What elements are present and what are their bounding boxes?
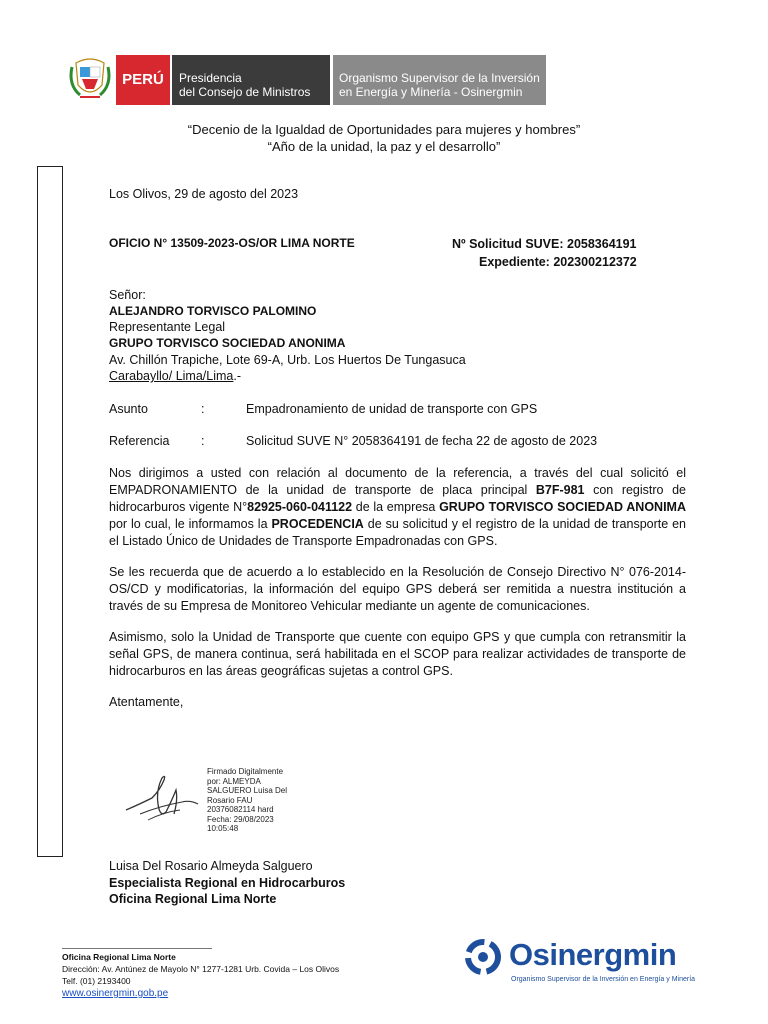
asunto-label: Asunto xyxy=(109,402,148,416)
recipient-city-suffix: .- xyxy=(233,369,241,383)
footer-office: Oficina Regional Lima Norte xyxy=(62,952,176,962)
signer-title: Especialista Regional en Hidrocarburos xyxy=(109,876,346,890)
recipient-city-line xyxy=(109,368,241,385)
osinergmin-wordmark: Osinergmin xyxy=(509,937,677,972)
sig-line: Firmado Digitalmente xyxy=(207,767,284,776)
p1-text-i: de su solicitud y el registro de la unidad de transporte en el Listado Único de Unidades de Transporte Empadronadas con GPS. xyxy=(109,517,686,548)
pcm-block xyxy=(172,55,330,105)
p1-text-c: con registro de hidrocarburos vigente N° xyxy=(109,483,686,514)
recipient-address: Av. Chillón Trapiche, Lote 69-A, Urb. Los Huertos De Tungasuca xyxy=(109,353,466,367)
left-frame xyxy=(37,166,63,857)
recipient-role: Representante Legal xyxy=(109,320,226,334)
closing: Atentamente, xyxy=(109,695,184,709)
website-link[interactable]: www.osinergmin.gob.pe xyxy=(62,988,169,999)
sig-line: SALGUERO Luisa Del xyxy=(207,786,288,795)
p1-procedencia: PROCEDENCIA xyxy=(271,517,364,531)
sig-line: por: ALMEYDA xyxy=(207,776,261,786)
digital-signature-block xyxy=(207,767,287,834)
asunto-sep: : xyxy=(201,402,205,416)
footer-web xyxy=(62,988,168,1000)
referencia-label: Referencia xyxy=(109,434,170,448)
header xyxy=(66,55,546,105)
osi-line1: Organismo Supervisor de la Inversión xyxy=(339,71,540,85)
asunto-value: Empadronamiento de unidad de transporte con GPS xyxy=(246,402,538,416)
signer-name: Luisa Del Rosario Almeyda Salguero xyxy=(109,859,313,873)
osinergmin-logo xyxy=(463,935,713,987)
pcm-line1: Presidencia xyxy=(179,71,242,85)
slogan-year: “Año de la unidad, la paz y el desarrollo” xyxy=(267,139,501,154)
slogan-decade: “Decenio de la Igualdad de Oportunidades para mujeres y hombres” xyxy=(187,122,581,137)
footer-divider xyxy=(62,948,212,949)
p1-registry: 82925-060-041122 xyxy=(247,500,353,514)
p1-text-g: por lo cual, le informamos la xyxy=(109,517,272,531)
referencia-sep: : xyxy=(201,434,205,448)
coat-of-arms-icon xyxy=(66,55,114,105)
recipient-company: GRUPO TORVISCO SOCIEDAD ANONIMA xyxy=(109,336,346,350)
solicitud-number: Nº Solicitud SUVE: 2058364191 xyxy=(452,237,637,251)
referencia-value: Solicitud SUVE N° 2058364191 de fecha 22 de agosto de 2023 xyxy=(246,434,598,448)
expediente-number: Expediente: 202300212372 xyxy=(479,255,637,269)
letter-date: Los Olivos, 29 de agosto del 2023 xyxy=(109,187,299,201)
handwritten-signature xyxy=(120,760,205,830)
paragraph-1 xyxy=(109,465,686,550)
p1-plate: B7F-981 xyxy=(535,483,585,497)
osinergmin-block xyxy=(333,55,546,105)
oficio-number: OFICIO N° 13509-2023-OS/OR LIMA NORTE xyxy=(109,236,355,250)
osinergmin-tagline: Organismo Supervisor de la Inversión en Energía y Minería xyxy=(511,976,696,983)
peru-label: PERÚ xyxy=(116,55,170,105)
pcm-line2: del Consejo de Ministros xyxy=(179,85,311,99)
p1-company: GRUPO TORVISCO SOCIEDAD ANONIMA xyxy=(439,500,686,514)
osi-line2: en Energía y Minería - Osinergmin xyxy=(339,85,523,99)
salutation: Señor: xyxy=(109,288,146,302)
recipient-name: ALEJANDRO TORVISCO PALOMINO xyxy=(109,304,317,318)
sig-line: Fecha: 29/08/2023 xyxy=(207,814,274,824)
footer-phone: Telf. (01) 2193400 xyxy=(62,976,131,986)
sig-line: Rosario FAU xyxy=(207,795,253,805)
p1-text-a: Nos dirigimos a usted con relación al documento de la referencia, a través del cual solicitó el EMPADRONAMIENTO de la unidad de transporte de placa principal xyxy=(109,466,686,497)
osinergmin-emblem-icon xyxy=(463,937,503,977)
footer-address: Dirección: Av. Antúnez de Mayolo N° 1277-1281 Urb. Covida – Los Olivos xyxy=(62,964,340,974)
p1-text-e: de la empresa xyxy=(352,500,440,514)
paragraph-3: Asimismo, solo la Unidad de Transporte que cuente con equipo GPS y que cumpla con retransmitir la señal GPS, de manera continua, será habilitada en el SCOP para realizar actividades de transporte de hidrocarburos en las áreas geográficas sujetas a control GPS. xyxy=(109,630,686,678)
signer-office: Oficina Regional Lima Norte xyxy=(109,892,277,906)
paragraph-2: Se les recuerda que de acuerdo a lo establecido en la Resolución de Consejo Directivo N° 076-2014-OS/CD y modificatorias, la información del equipo GPS deberá ser remitida a nuestra institución a través de su Empresa de Monitoreo Vehicular mediante un agente de comunicaciones. xyxy=(109,565,686,613)
sig-line: 20376082114 hard xyxy=(207,805,274,814)
sig-line: 10:05:48 xyxy=(207,824,239,833)
recipient-city: Carabayllo/ Lima/Lima xyxy=(109,369,234,383)
